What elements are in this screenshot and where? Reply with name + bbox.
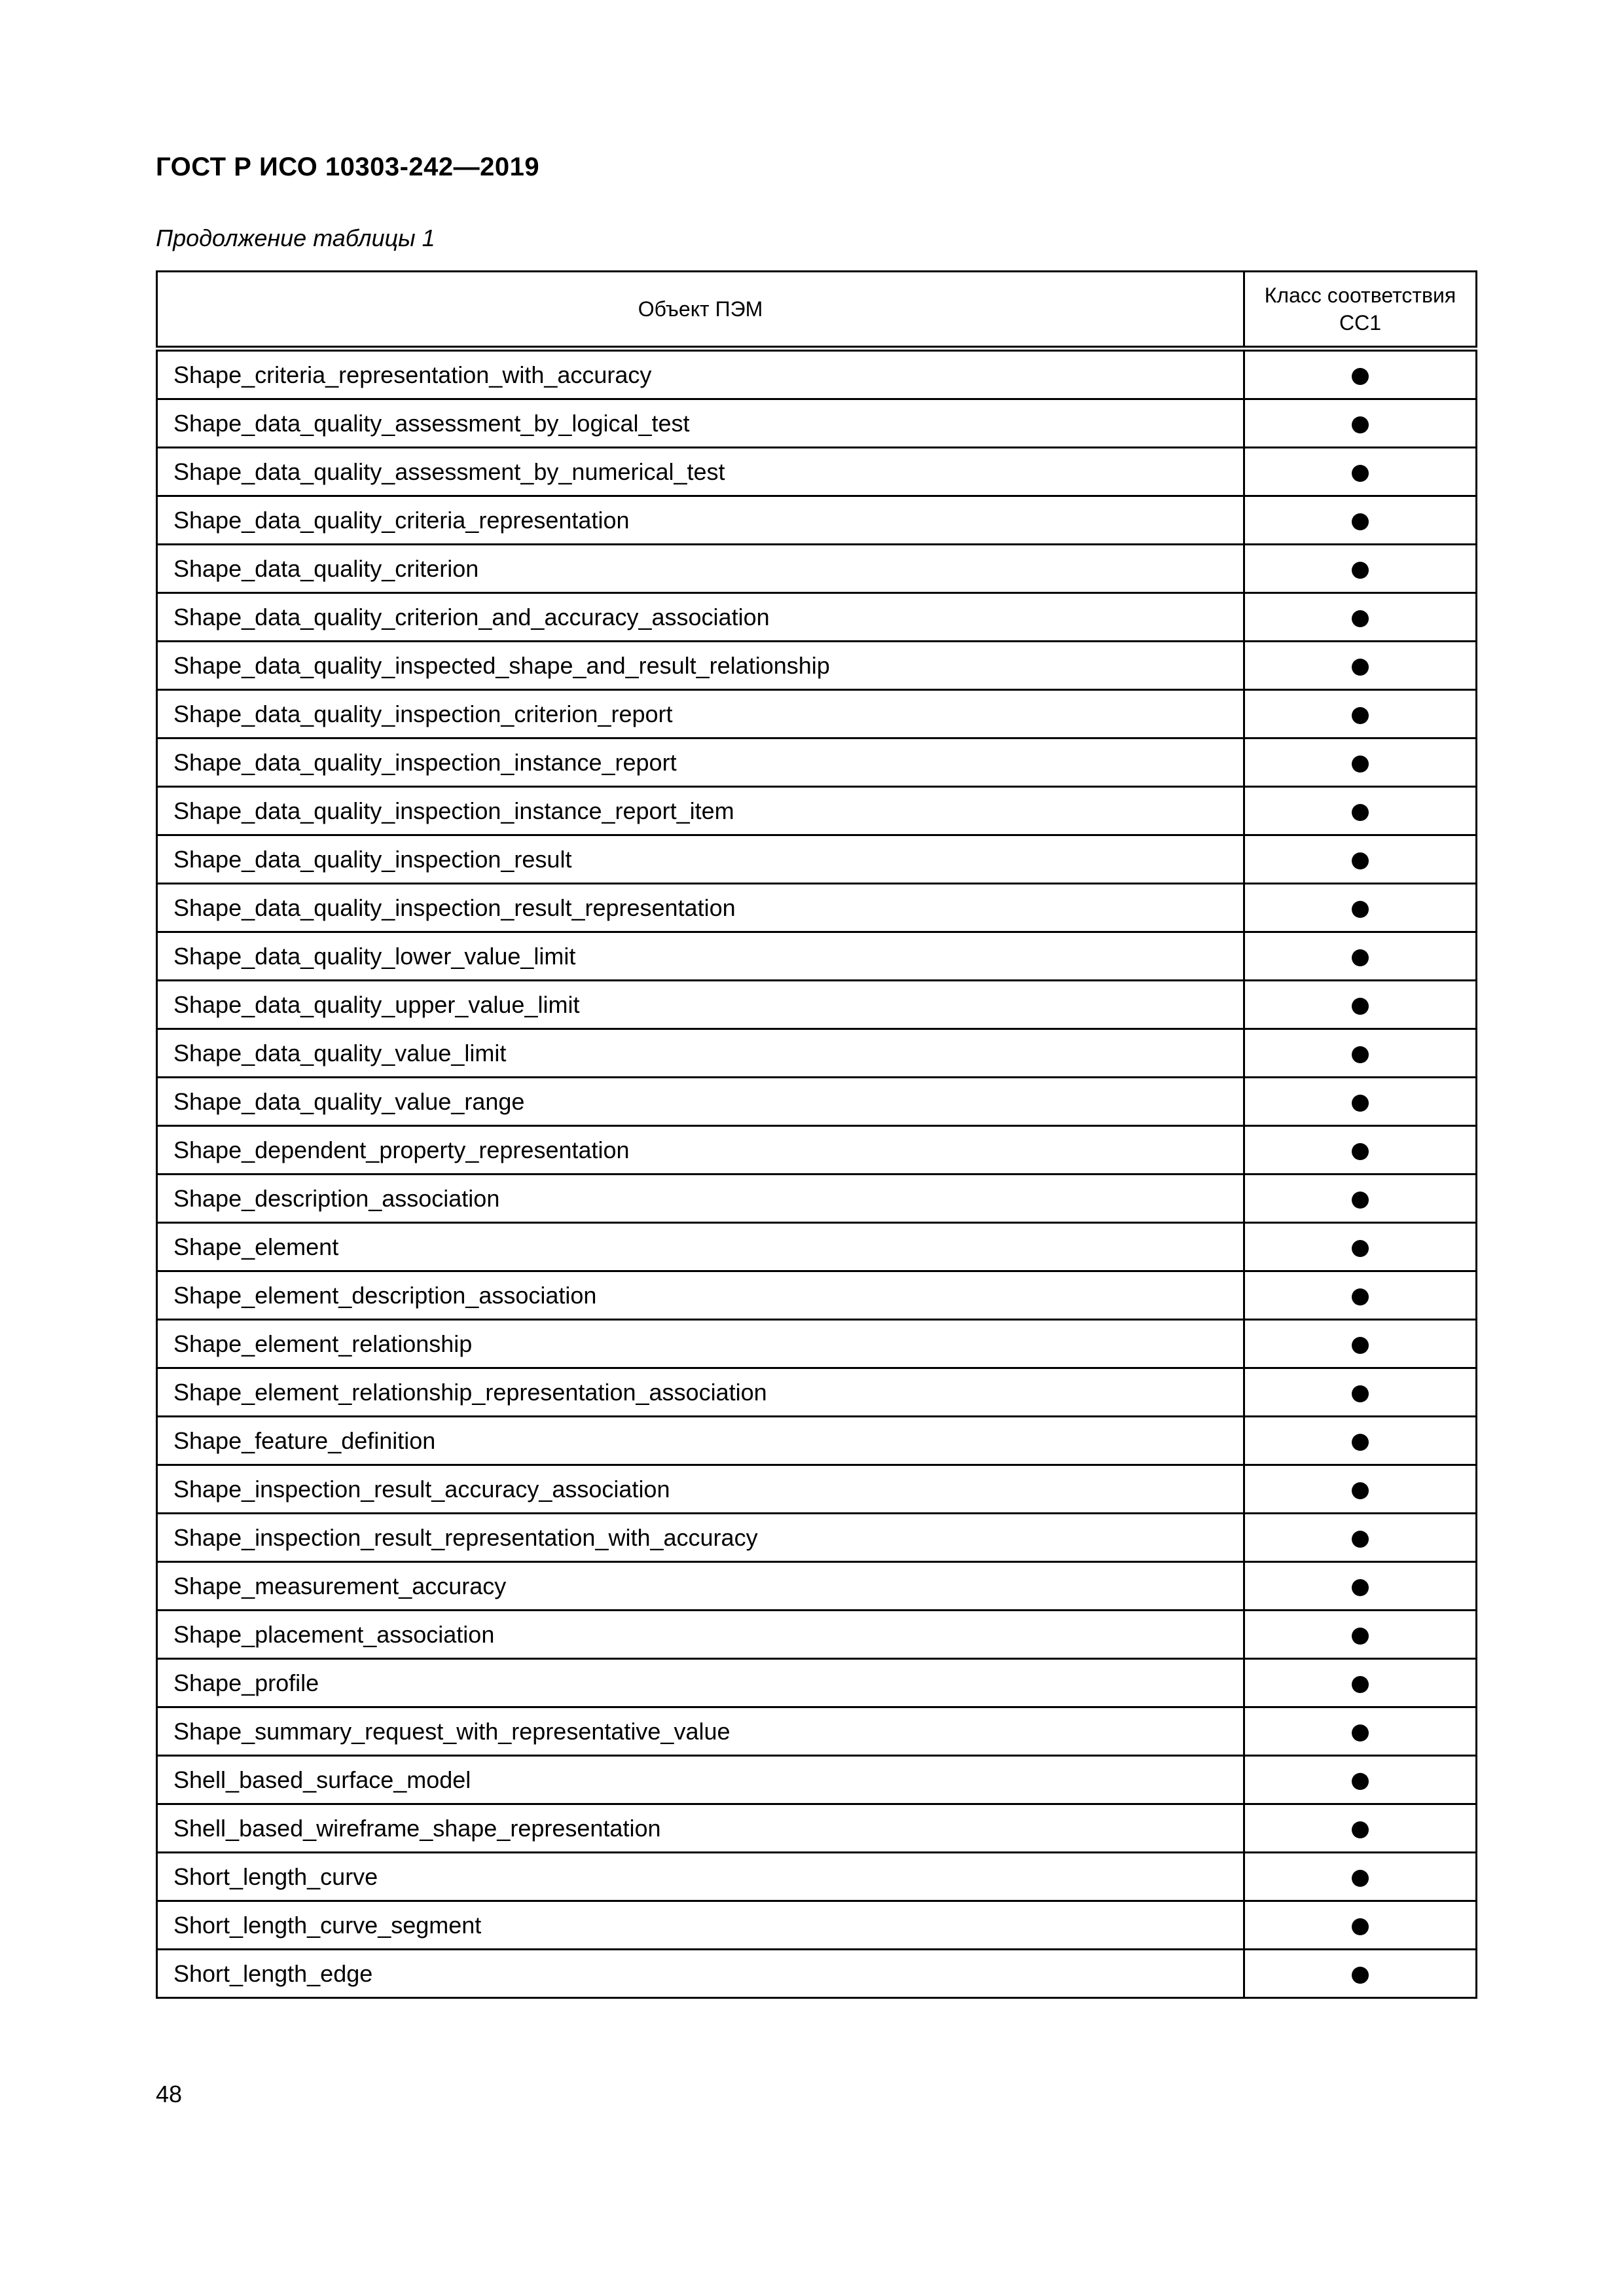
table-row xyxy=(157,1562,1477,1611)
table-row xyxy=(157,787,1477,835)
conformance-mark-cell xyxy=(1244,1611,1477,1659)
table-row xyxy=(157,1465,1477,1514)
filled-circle-icon xyxy=(1352,1095,1369,1112)
conformance-mark-cell xyxy=(1244,1223,1477,1271)
entity-name-cell: Shape_placement_association xyxy=(157,1611,1244,1659)
conformance-mark-cell xyxy=(1244,1950,1477,1998)
conformance-mark-cell xyxy=(1244,1271,1477,1320)
entity-name-cell: Shape_data_quality_lower_value_limit xyxy=(157,932,1244,981)
filled-circle-icon xyxy=(1352,465,1369,482)
table-row xyxy=(157,1126,1477,1175)
page-number: 48 xyxy=(156,2081,183,2107)
table-row xyxy=(157,1223,1477,1271)
table-row xyxy=(157,1901,1477,1950)
table-row xyxy=(157,642,1477,690)
entity-name-cell: Short_length_edge xyxy=(157,1950,1244,1998)
document-header: ГОСТ Р ИСО 10303-242—2019 xyxy=(156,153,540,181)
conformance-mark-cell xyxy=(1244,496,1477,545)
filled-circle-icon xyxy=(1352,1337,1369,1354)
column-header-class-line2: CC1 xyxy=(1339,311,1381,335)
filled-circle-icon xyxy=(1352,756,1369,773)
entity-name-cell: Shape_data_quality_inspection_result xyxy=(157,835,1244,884)
filled-circle-icon xyxy=(1352,513,1369,530)
filled-circle-icon xyxy=(1352,1240,1369,1257)
table-row xyxy=(157,593,1477,642)
table-row xyxy=(157,1804,1477,1853)
table-row xyxy=(157,884,1477,932)
filled-circle-icon xyxy=(1352,1385,1369,1402)
conformance-mark-cell xyxy=(1244,1707,1477,1756)
filled-circle-icon xyxy=(1352,1870,1369,1887)
entity-name-cell: Shape_summary_request_with_representative_value xyxy=(157,1707,1244,1756)
entity-name-cell: Short_length_curve_segment xyxy=(157,1901,1244,1950)
conformance-mark-cell xyxy=(1244,738,1477,787)
filled-circle-icon xyxy=(1352,1724,1369,1741)
table-row xyxy=(157,399,1477,448)
table-row xyxy=(157,545,1477,593)
entity-name-cell: Shape_data_quality_value_limit xyxy=(157,1029,1244,1078)
filled-circle-icon xyxy=(1352,1531,1369,1548)
conformance-mark-cell xyxy=(1244,593,1477,642)
table-row xyxy=(157,1417,1477,1465)
table-row xyxy=(157,690,1477,738)
conformance-mark-cell xyxy=(1244,1175,1477,1223)
conformance-mark-cell xyxy=(1244,835,1477,884)
conformance-mark-cell xyxy=(1244,1901,1477,1950)
entity-name-cell: Shape_data_quality_assessment_by_logical_test xyxy=(157,399,1244,448)
entity-name-cell: Shape_feature_definition xyxy=(157,1417,1244,1465)
filled-circle-icon xyxy=(1352,1918,1369,1935)
entity-name-cell: Shell_based_wireframe_shape_representation xyxy=(157,1804,1244,1853)
conformance-mark-cell xyxy=(1244,642,1477,690)
filled-circle-icon xyxy=(1352,1676,1369,1693)
entity-name-cell: Shape_inspection_result_representation_with_accuracy xyxy=(157,1514,1244,1562)
entity-name-cell: Shape_data_quality_assessment_by_numerical_test xyxy=(157,448,1244,496)
table-row xyxy=(157,1271,1477,1320)
filled-circle-icon xyxy=(1352,901,1369,918)
conformance-mark-cell xyxy=(1244,1562,1477,1611)
entity-name-cell: Shape_dependent_property_representation xyxy=(157,1126,1244,1175)
entity-name-cell: Shape_measurement_accuracy xyxy=(157,1562,1244,1611)
entity-name-cell: Shape_element_relationship_representation_association xyxy=(157,1368,1244,1417)
table-row xyxy=(157,448,1477,496)
filled-circle-icon xyxy=(1352,1967,1369,1984)
filled-circle-icon xyxy=(1352,804,1369,821)
conformance-mark-cell xyxy=(1244,1853,1477,1901)
table-header-row xyxy=(157,272,1477,349)
table-row xyxy=(157,1368,1477,1417)
entity-name-cell: Shape_data_quality_inspection_result_representation xyxy=(157,884,1244,932)
entity-name-cell: Shape_element_description_association xyxy=(157,1271,1244,1320)
table-row xyxy=(157,1756,1477,1804)
entity-name-cell: Shape_element_relationship xyxy=(157,1320,1244,1368)
conformance-mark-cell xyxy=(1244,1368,1477,1417)
conformance-mark-cell xyxy=(1244,399,1477,448)
table-row xyxy=(157,835,1477,884)
filled-circle-icon xyxy=(1352,610,1369,627)
entity-name-cell: Shape_data_quality_criterion xyxy=(157,545,1244,593)
conformance-mark-cell xyxy=(1244,981,1477,1029)
entity-name-cell: Shell_based_surface_model xyxy=(157,1756,1244,1804)
table-row xyxy=(157,1659,1477,1707)
conformance-mark-cell xyxy=(1244,1320,1477,1368)
entity-name-cell: Shape_description_association xyxy=(157,1175,1244,1223)
filled-circle-icon xyxy=(1352,1482,1369,1499)
filled-circle-icon xyxy=(1352,416,1369,433)
table-row xyxy=(157,1078,1477,1126)
column-header-object: Объект ПЭМ xyxy=(157,272,1244,349)
table-caption: Продолжение таблицы 1 xyxy=(156,225,435,251)
conformance-mark-cell xyxy=(1244,787,1477,835)
conformance-mark-cell xyxy=(1244,884,1477,932)
entity-name-cell: Shape_data_quality_inspected_shape_and_result_relationship xyxy=(157,642,1244,690)
conformance-mark-cell xyxy=(1244,545,1477,593)
table-row xyxy=(157,738,1477,787)
conformance-mark-cell xyxy=(1244,1465,1477,1514)
filled-circle-icon xyxy=(1352,707,1369,724)
conformance-table xyxy=(156,270,1477,1999)
entity-name-cell: Shape_data_quality_value_range xyxy=(157,1078,1244,1126)
conformance-mark-cell xyxy=(1244,1756,1477,1804)
filled-circle-icon xyxy=(1352,1821,1369,1838)
conformance-mark-cell xyxy=(1244,932,1477,981)
entity-name-cell: Shape_data_quality_criterion_and_accuracy_association xyxy=(157,593,1244,642)
conformance-mark-cell xyxy=(1244,349,1477,399)
filled-circle-icon xyxy=(1352,1046,1369,1063)
entity-name-cell: Shape_data_quality_inspection_instance_report_item xyxy=(157,787,1244,835)
column-header-class xyxy=(1244,272,1477,349)
table-row xyxy=(157,1611,1477,1659)
entity-name-cell: Shape_data_quality_upper_value_limit xyxy=(157,981,1244,1029)
table-row xyxy=(157,1029,1477,1078)
conformance-mark-cell xyxy=(1244,1078,1477,1126)
table-row xyxy=(157,1707,1477,1756)
conformance-mark-cell xyxy=(1244,448,1477,496)
conformance-mark-cell xyxy=(1244,1126,1477,1175)
table-row xyxy=(157,1950,1477,1998)
filled-circle-icon xyxy=(1352,659,1369,676)
filled-circle-icon xyxy=(1352,998,1369,1015)
table-row xyxy=(157,1853,1477,1901)
entity-name-cell: Shape_data_quality_inspection_instance_report xyxy=(157,738,1244,787)
column-header-class-line1: Класс соответствия xyxy=(1264,283,1456,307)
filled-circle-icon xyxy=(1352,949,1369,966)
filled-circle-icon xyxy=(1352,368,1369,385)
entity-name-cell: Shape_data_quality_inspection_criterion_report xyxy=(157,690,1244,738)
table-row xyxy=(157,496,1477,545)
filled-circle-icon xyxy=(1352,1628,1369,1645)
conformance-mark-cell xyxy=(1244,1804,1477,1853)
table-row xyxy=(157,349,1477,399)
filled-circle-icon xyxy=(1352,1579,1369,1596)
filled-circle-icon xyxy=(1352,562,1369,579)
table-row xyxy=(157,1175,1477,1223)
table-row xyxy=(157,932,1477,981)
entity-name-cell: Shape_inspection_result_accuracy_association xyxy=(157,1465,1244,1514)
filled-circle-icon xyxy=(1352,1192,1369,1209)
conformance-mark-cell xyxy=(1244,690,1477,738)
entity-name-cell: Shape_data_quality_criteria_representation xyxy=(157,496,1244,545)
entity-name-cell: Short_length_curve xyxy=(157,1853,1244,1901)
filled-circle-icon xyxy=(1352,1288,1369,1305)
filled-circle-icon xyxy=(1352,1434,1369,1451)
entity-name-cell: Shape_element xyxy=(157,1223,1244,1271)
filled-circle-icon xyxy=(1352,852,1369,869)
table-row xyxy=(157,1514,1477,1562)
entity-name-cell: Shape_profile xyxy=(157,1659,1244,1707)
table-row xyxy=(157,981,1477,1029)
conformance-mark-cell xyxy=(1244,1029,1477,1078)
table-body xyxy=(157,349,1477,1998)
entity-name-cell: Shape_criteria_representation_with_accuracy xyxy=(157,349,1244,399)
conformance-mark-cell xyxy=(1244,1659,1477,1707)
filled-circle-icon xyxy=(1352,1143,1369,1160)
conformance-mark-cell xyxy=(1244,1514,1477,1562)
table-row xyxy=(157,1320,1477,1368)
filled-circle-icon xyxy=(1352,1773,1369,1790)
conformance-mark-cell xyxy=(1244,1417,1477,1465)
